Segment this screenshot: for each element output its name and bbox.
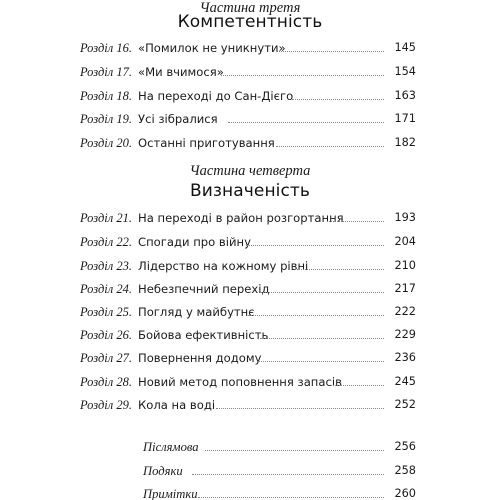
page-number: 229 [394, 328, 416, 341]
chapter-number: Розділ 19. [80, 112, 132, 126]
chapter-title: Усі зібралися [138, 112, 218, 126]
chapter-number: Розділ 25. [80, 305, 132, 319]
page-number: 154 [394, 65, 416, 78]
chapter-title: Погляд у майбутнє [138, 305, 255, 319]
toc-entry[interactable] [0, 62, 500, 82]
back-matter-title: Післямова [143, 440, 199, 454]
chapter-number: Розділ 27. [80, 351, 132, 365]
leader-dots [192, 474, 384, 475]
chapter-number: Розділ 16. [80, 41, 132, 55]
toc-entry-acknowledgments[interactable] [0, 461, 500, 481]
page-number: 210 [394, 259, 416, 272]
page-number: 182 [394, 136, 416, 149]
leader-dots [292, 99, 384, 100]
chapter-number: Розділ 24. [80, 282, 132, 296]
part-3-subtitle: Частина третя [199, 0, 301, 16]
leader-dots [276, 51, 384, 52]
leader-dots [295, 269, 384, 270]
page-number: 217 [394, 282, 416, 295]
chapter-title: «Помилок не уникнути» [138, 41, 286, 55]
leader-dots [276, 146, 384, 147]
leader-dots [216, 408, 384, 409]
chapter-title: Кола на воді [138, 398, 216, 412]
toc-entry-afterword[interactable] [0, 437, 500, 457]
toc-entry[interactable] [0, 86, 500, 106]
page-number: 145 [394, 41, 416, 54]
chapter-title: Лідерство на кожному рівні [138, 259, 309, 273]
toc-entry[interactable] [0, 348, 500, 368]
toc-entry-notes[interactable] [0, 484, 500, 500]
page-number: 163 [394, 89, 416, 102]
chapter-title: На переході до Сан-Дієго [138, 89, 294, 103]
toc-entry[interactable] [0, 38, 500, 58]
part-3-title: Компетентність [177, 12, 323, 32]
toc-entry[interactable] [0, 279, 500, 299]
page-number: 171 [394, 112, 416, 125]
toc-entry[interactable] [0, 208, 500, 228]
part-4-title: Визначеність [189, 181, 311, 201]
page-number: 245 [394, 375, 416, 388]
back-matter-title: Примітки [143, 487, 198, 500]
toc-entry[interactable] [0, 302, 500, 322]
chapter-title: Останні приготування [138, 136, 275, 150]
page-number: 236 [394, 351, 416, 364]
page-number: 260 [394, 487, 416, 500]
leader-dots [258, 361, 384, 362]
leader-dots [198, 497, 384, 498]
chapter-number: Розділ 29. [80, 398, 132, 412]
leader-dots [228, 122, 384, 123]
toc-entry[interactable] [0, 232, 500, 252]
chapter-title: Бойова ефективність [138, 328, 269, 342]
chapter-number: Розділ 22. [80, 235, 132, 249]
chapter-title: «Ми вчимося» [138, 65, 224, 79]
chapter-number: Розділ 17. [80, 65, 132, 79]
toc-entry[interactable] [0, 133, 500, 153]
back-matter-title: Подяки [143, 464, 183, 478]
leader-dots [331, 385, 384, 386]
leader-dots [260, 292, 384, 293]
chapter-number: Розділ 20. [80, 136, 132, 150]
leader-dots [260, 338, 384, 339]
page-number: 258 [394, 464, 416, 477]
chapter-title: На переході в район розгортання [138, 211, 344, 225]
chapter-title: Повернення додому [138, 351, 262, 365]
chapter-number: Розділ 21. [80, 211, 132, 225]
chapter-title: Новий метод поповнення запасів [138, 375, 342, 389]
page-number: 222 [394, 305, 416, 318]
toc-entry[interactable] [0, 395, 500, 415]
toc-entry[interactable] [0, 325, 500, 345]
chapter-title: Небезпечний перехід [138, 282, 270, 296]
leader-dots [248, 315, 384, 316]
chapter-number: Розділ 26. [80, 328, 132, 342]
page-number: 204 [394, 235, 416, 248]
chapter-title: Спогади про війну [138, 235, 251, 249]
chapter-number: Розділ 28. [80, 375, 132, 389]
page-number: 256 [394, 440, 416, 453]
leader-dots [246, 245, 384, 246]
leader-dots [327, 221, 384, 222]
toc-entry[interactable] [0, 256, 500, 276]
chapter-number: Розділ 23. [80, 259, 132, 273]
page-number: 252 [394, 398, 416, 411]
toc-entry[interactable] [0, 109, 500, 129]
leader-dots [221, 75, 384, 76]
part-4-subtitle: Частина четверта [189, 163, 311, 179]
page-number: 193 [394, 211, 416, 224]
leader-dots [205, 450, 384, 451]
chapter-number: Розділ 18. [80, 89, 132, 103]
toc-entry[interactable] [0, 372, 500, 392]
